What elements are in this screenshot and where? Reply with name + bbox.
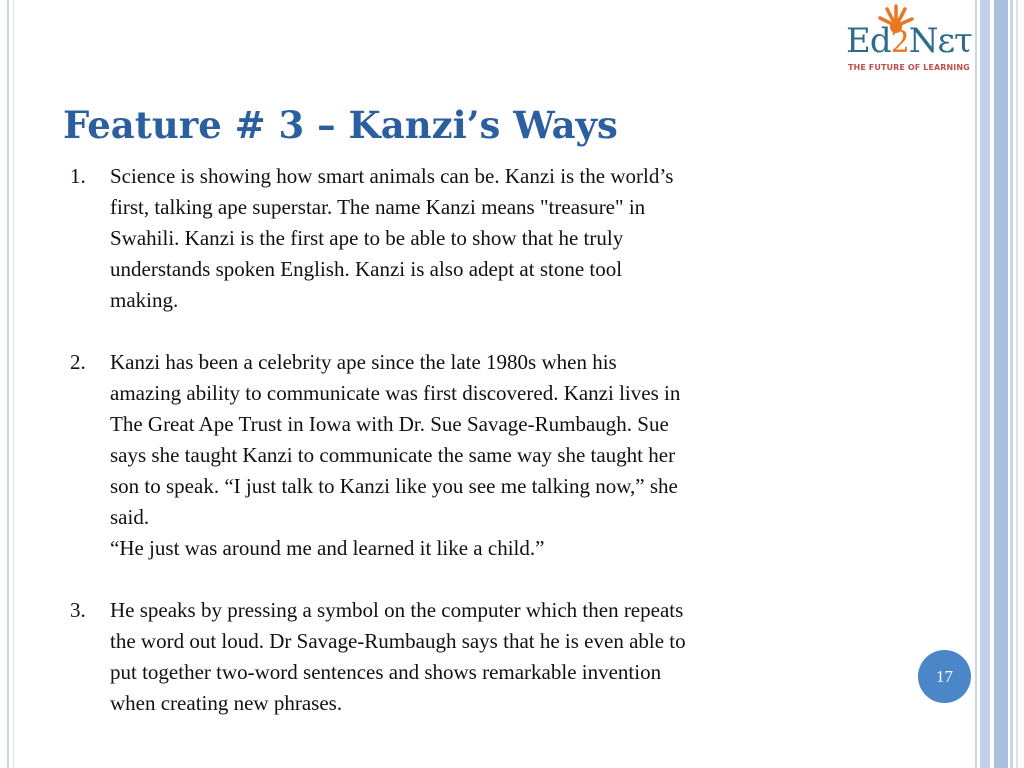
text-line: the word out loud. Dr Savage-Rumbaugh says that he is even able to xyxy=(110,629,686,653)
left-border-line-inner xyxy=(13,0,14,768)
right-border-stripe xyxy=(1010,0,1013,768)
right-border-stripe xyxy=(975,0,977,768)
list-item xyxy=(70,347,930,564)
text-line: first, talking ape superstar. The name Kanzi means "treasure" in xyxy=(110,195,646,219)
ed2net-logo xyxy=(840,2,976,78)
text-line: Swahili. Kanzi is the first ape to be able to show that he truly xyxy=(110,226,624,250)
list-item-number: 2. xyxy=(70,350,86,374)
logo-part-2: 2 xyxy=(890,25,909,60)
text-line: when creating new phrases. xyxy=(110,691,343,715)
slide-title: Feature # 3 – Kanzi’s Ways xyxy=(63,103,618,147)
text-line: He speaks by pressing a symbol on the computer which then repeats xyxy=(110,598,684,622)
right-border-stripe xyxy=(980,0,990,768)
text-line: making. xyxy=(110,288,179,312)
text-line: put together two-word sentences and shows remarkable invention xyxy=(110,660,662,684)
list-item xyxy=(70,161,930,316)
left-border-line xyxy=(7,0,9,768)
text-line: “He just was around me and learned it like a child.” xyxy=(110,536,545,560)
list-item-number: 3. xyxy=(70,598,86,622)
text-line: The Great Ape Trust in Iowa with Dr. Sue Savage-Rumbaugh. Sue xyxy=(110,412,669,436)
text-line: says she taught Kanzi to communicate the same way she taught her xyxy=(110,443,676,467)
list-item-number: 1. xyxy=(70,164,86,188)
logo-tagline: THE FUTURE OF LEARNING xyxy=(848,63,970,72)
text-line: amazing ability to communicate was first discovered. Kanzi lives in xyxy=(110,381,681,405)
text-line: Science is showing how smart animals can be. Kanzi is the world’s xyxy=(110,164,674,188)
slide-content-list xyxy=(70,161,930,750)
list-item xyxy=(70,595,930,719)
right-border-stripe xyxy=(994,0,1008,768)
text-line: said. xyxy=(110,505,150,529)
logo-part-net: Nετ xyxy=(908,21,972,61)
page-number-badge: 17 xyxy=(918,650,971,703)
logo-wordmark xyxy=(846,21,972,61)
text-line: son to speak. “I just talk to Kanzi like you see me talking now,” she xyxy=(110,474,678,498)
right-border-stripe xyxy=(1016,0,1018,768)
text-line: understands spoken English. Kanzi is also adept at stone tool xyxy=(110,257,623,281)
logo-part-ed: Ed xyxy=(846,21,891,61)
text-line: Kanzi has been a celebrity ape since the late 1980s when his xyxy=(110,350,617,374)
